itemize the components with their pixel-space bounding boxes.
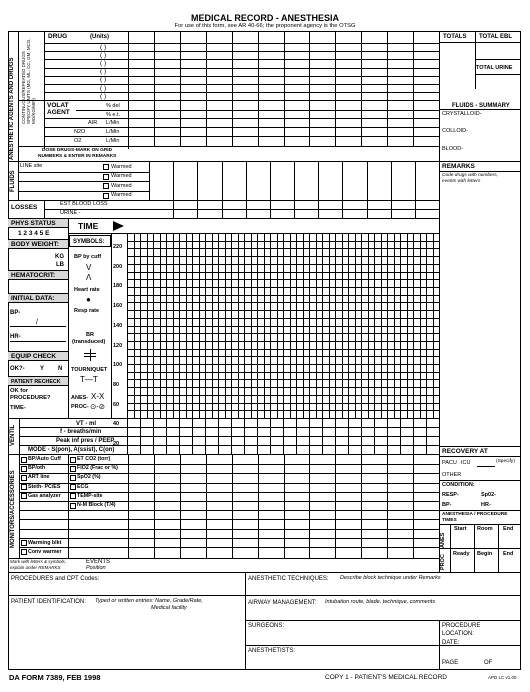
- scale-tick-label: 180: [113, 283, 123, 290]
- initial-data-header: INITIAL DATA:: [8, 293, 68, 303]
- monitor-item-label: N-M Block (T/4): [77, 502, 116, 508]
- tourniquet-symbol: T—T: [80, 375, 98, 384]
- procedure-location-label: PROCEDURE: [442, 623, 481, 629]
- monitor-checkbox[interactable]: [70, 475, 76, 481]
- conv-warmer-label: Conv warmer: [28, 549, 62, 555]
- resp-rate-label: Resp rate: [74, 308, 100, 314]
- colloid-label: COLLOID-: [442, 128, 468, 134]
- warmed-checkbox[interactable]: [103, 164, 109, 170]
- drugs-side-label: ANESTHETIC AGENTS AND DRUGS: [9, 57, 15, 160]
- f-label: f - breaths/min: [60, 429, 102, 435]
- drug-header: DRUG: [48, 33, 68, 40]
- bp-cuff-label: BP by cuff: [74, 254, 102, 260]
- n2o-label: N2O: [74, 129, 86, 135]
- conv-warmer-checkbox[interactable]: [21, 549, 27, 555]
- lb-label: LB: [56, 262, 64, 268]
- n2o-lmin: L/Min: [106, 129, 120, 135]
- remarks-note-2: events with letters: [442, 179, 481, 184]
- monitor-item-label: ECG: [77, 483, 89, 490]
- monitor-item-label: SpO2 (%): [77, 474, 101, 481]
- specify-label: (Specify): [496, 459, 515, 464]
- transduced-label: (transduced): [72, 339, 106, 345]
- date-label: DATE:: [442, 640, 460, 646]
- of-label: OF: [484, 660, 493, 666]
- monitor-item-label: Steth- PC/ES: [28, 483, 61, 490]
- scale-tick-label: 140: [113, 322, 123, 329]
- proc-symbol-label: PROC-: [71, 404, 89, 410]
- totals-header: TOTALS: [443, 34, 467, 40]
- monitor-checkbox[interactable]: [70, 484, 76, 490]
- bp-rec-label: BP-: [442, 502, 452, 508]
- monitor-checkbox[interactable]: [21, 466, 27, 472]
- form-number: DA FORM 7389, FEB 1998: [9, 673, 101, 682]
- anes-times-label: ANESTHESIA / PROCEDURE TIMES: [442, 512, 508, 523]
- monitor-checkbox[interactable]: [21, 475, 27, 481]
- condition-label: CONDITION:: [442, 482, 475, 488]
- br-label: BR: [86, 332, 94, 338]
- kg-label: KG: [55, 254, 64, 260]
- warmed-label: Warmed: [111, 192, 132, 198]
- monitor-item-label: TEMP-site: [77, 492, 103, 499]
- ok-for-label: OK for: [10, 388, 29, 394]
- time-header: TIME: [78, 221, 99, 231]
- patient-id-note-2: Medical facility: [151, 605, 187, 611]
- transduced-symbol-icon: [84, 349, 96, 361]
- scale-tick-label: 40: [113, 421, 120, 428]
- scale-tick-label: 120: [113, 342, 123, 349]
- drug-units-paren: ( ): [100, 76, 107, 84]
- vent-side-label: VENTIL: [10, 424, 16, 446]
- time-recheck-label: TIME-: [10, 405, 26, 411]
- monitor-item-label: FIO2 (Frac or %): [77, 465, 118, 472]
- anes-end-label: End: [503, 526, 514, 532]
- ok-label: OK?-: [10, 366, 25, 372]
- heart-rate-label: Heart rate: [74, 287, 100, 293]
- apd-label: APD LC v1.00: [488, 675, 517, 680]
- proc-symbol: ⊙-⊘: [90, 402, 106, 411]
- o2-label: O2: [74, 138, 82, 144]
- warmed-checkbox[interactable]: [103, 174, 109, 180]
- events-note-1: Mark with letters & symbols,: [10, 559, 67, 564]
- drug-units-paren: ( ): [100, 51, 107, 59]
- proc-cpt-label: PROCEDURES and CPT Codes:: [11, 576, 100, 582]
- tourniquet-label: TOURNIQUET: [71, 367, 108, 373]
- monitor-checkbox[interactable]: [70, 503, 76, 509]
- losses-label: LOSSES: [11, 204, 38, 211]
- agent-label: AGENT: [47, 109, 70, 116]
- pct-del-label: % del: [106, 103, 120, 109]
- warmed-label: Warmed: [111, 173, 132, 179]
- monitor-checkbox[interactable]: [21, 493, 27, 499]
- monitors-side-label: MONITORS/ACCESSORIES: [10, 470, 16, 548]
- equip-yes[interactable]: Y: [40, 366, 45, 372]
- monitor-checkbox[interactable]: [70, 466, 76, 472]
- proc-end-label: End: [503, 551, 514, 557]
- anes-xx-symbol: X-X: [91, 392, 105, 401]
- warmed-checkbox[interactable]: [103, 183, 109, 189]
- monitor-item-label: Gas analyzer: [28, 492, 61, 499]
- warmed-label: Warmed: [111, 163, 132, 170]
- mode-label: MODE - S(pon), A(ssist), C(on): [28, 447, 115, 453]
- patient-id-note-1: Typed or written entries: Name, Grade/Rate,: [95, 598, 203, 604]
- vt-label: VT - ml: [76, 421, 97, 427]
- dose-note-1: DOSE DRUGS-MARK ON GRID: [42, 148, 113, 153]
- drug-units-paren: ( ): [100, 43, 107, 51]
- events-note-2: explain under REMARKS: [10, 565, 61, 570]
- events-label: EVENTS: [86, 559, 111, 565]
- recovery-title: RECOVERY AT: [442, 448, 488, 455]
- position-label: Position: [86, 565, 106, 571]
- proc-ready-label: Ready: [453, 551, 470, 557]
- air-lmin: L/Min: [106, 120, 120, 126]
- scale-tick-label: 80: [113, 381, 120, 388]
- airway-label: AIRWAY MANAGEMENT:: [248, 600, 317, 606]
- copy-label: COPY 1 - PATIENT'S MEDICAL RECORD: [325, 674, 447, 681]
- monitor-item-label: BP/oth: [28, 465, 46, 472]
- hematocrit-header: HEMATOCRIT:: [8, 270, 68, 280]
- monitor-item-label: BP/Auto Cuff: [28, 456, 61, 462]
- pacu-label[interactable]: PACU: [442, 460, 457, 466]
- anes-room-label: Room: [477, 526, 493, 532]
- airway-note: Intubation route, blade, technique, comments: [325, 599, 436, 605]
- warmed-checkbox[interactable]: [103, 193, 109, 199]
- patient-id-label: PATIENT IDENTIFICATION:: [11, 599, 86, 605]
- fluids-summary-title: FLUIDS - SUMMARY: [452, 103, 510, 109]
- drug-units-paren: ( ): [100, 59, 107, 67]
- surgeons-label: SURGEONS:: [248, 623, 285, 629]
- equip-check-header: EQUIP CHECK: [8, 351, 68, 361]
- icu-label[interactable]: ICU: [461, 460, 471, 466]
- bp-slash: /: [36, 319, 38, 326]
- other-label: OTHER: [442, 472, 462, 478]
- proc-begin-label: Begin: [477, 551, 493, 557]
- patient-recheck-header: PATIENT RECHECK: [8, 376, 68, 386]
- drugs-side-sub: CONTINUOUS/REPEATED DRUGS SPECIFY UNITS (MG, ML, CC, GM, MCG, MG/KG/MIN): [21, 38, 36, 124]
- hr-initial-label: HR-: [10, 334, 21, 340]
- monitor-item-label: ART line: [28, 474, 50, 481]
- hr-rec-label: HR-: [481, 502, 491, 508]
- est-blood-loss-label: EST BLOOD LOSS: [60, 201, 108, 207]
- monitor-checkbox[interactable]: [70, 457, 76, 463]
- air-label: AIR: [88, 120, 98, 126]
- resp-rec-label: RESP-: [442, 492, 459, 498]
- total-urine-header: TOTAL URINE: [476, 65, 513, 71]
- monitor-checkbox[interactable]: [70, 493, 76, 499]
- v-symbol: V: [86, 263, 92, 272]
- drug-units-paren: ( ): [100, 84, 107, 92]
- procedure-q-label: PROCEDURE?: [10, 395, 51, 401]
- form-subtitle: For use of this form, see AR 40-66; the proponent agency is the OTSG: [174, 23, 356, 29]
- warming-blanket-checkbox[interactable]: [21, 540, 27, 546]
- phys-status-header: PHYS STATUS: [8, 219, 68, 228]
- phys-status-numbers[interactable]: 1 2 3 4 5 E: [18, 230, 50, 237]
- line-site-label: LINE site: [20, 163, 43, 169]
- dose-note-2: NUMBERS & ENTER IN REMARKS: [38, 154, 117, 159]
- bp-initial-label: BP-: [10, 310, 21, 316]
- scale-tick-label: 160: [113, 303, 123, 310]
- anes-times-side: ANES: [440, 532, 446, 548]
- drug-units-paren: ( ): [100, 92, 107, 100]
- anes-tech-label: ANESTHETIC TECHNIQUES:: [248, 576, 329, 582]
- remarks-note-1: Code drugs with numbers,: [442, 173, 498, 178]
- warming-blanket-label: Warming blkt: [28, 540, 62, 546]
- volat-label: VOLAT: [47, 102, 69, 109]
- peak-label: Peak inf pres / PEEP: [56, 438, 115, 444]
- body-weight-header: BODY WEIGHT:: [8, 239, 68, 249]
- o2-lmin: L/Min: [106, 138, 120, 144]
- equip-no[interactable]: N: [58, 366, 63, 372]
- proc-times-side: PROC: [440, 554, 446, 570]
- heart-rate-dot-icon: ●: [86, 295, 91, 304]
- location-label: LOCATION:: [442, 631, 474, 637]
- symbols-header: SYMBOLS:: [69, 235, 111, 247]
- time-arrow-icon: [113, 221, 124, 231]
- remarks-title: REMARKS: [442, 163, 475, 170]
- lambda-symbol: Λ: [86, 273, 92, 282]
- total-ebl-header: TOTAL EBL: [479, 34, 512, 40]
- crystalloid-label: CRYSTALLOID-: [442, 111, 482, 117]
- urine-label: URINE -: [60, 210, 81, 216]
- spo2-rec-label: Sp02-: [481, 492, 496, 498]
- scale-tick-label: 200: [113, 263, 123, 270]
- page-label: PAGE: [442, 660, 459, 666]
- monitor-checkbox[interactable]: [21, 457, 27, 463]
- scale-tick-label: 20: [113, 441, 120, 447]
- scale-tick-label: 100: [113, 362, 123, 369]
- blood-label: BLOOD-: [442, 146, 464, 152]
- scale-tick-label: 60: [113, 401, 120, 408]
- anes-tech-note: Describe block technique under Remarks: [340, 575, 441, 581]
- pct-et-label: % e.t.: [106, 112, 121, 118]
- form-title: MEDICAL RECORD - ANESTHESIA: [190, 13, 339, 23]
- drug-units-paren: ( ): [100, 68, 107, 76]
- units-header: (Units): [90, 34, 109, 40]
- scale-tick-label: 220: [113, 244, 123, 250]
- fluids-side-label: FLUIDS: [10, 170, 16, 192]
- monitor-checkbox[interactable]: [21, 484, 27, 490]
- monitor-item-label: ET CO2 (torr): [77, 456, 111, 462]
- anes-symbol-label: ANES-: [71, 395, 89, 401]
- anes-start-label: Start: [454, 526, 467, 532]
- anesthetists-label: ANESTHETISTS:: [248, 648, 296, 654]
- warmed-label: Warmed: [111, 182, 132, 189]
